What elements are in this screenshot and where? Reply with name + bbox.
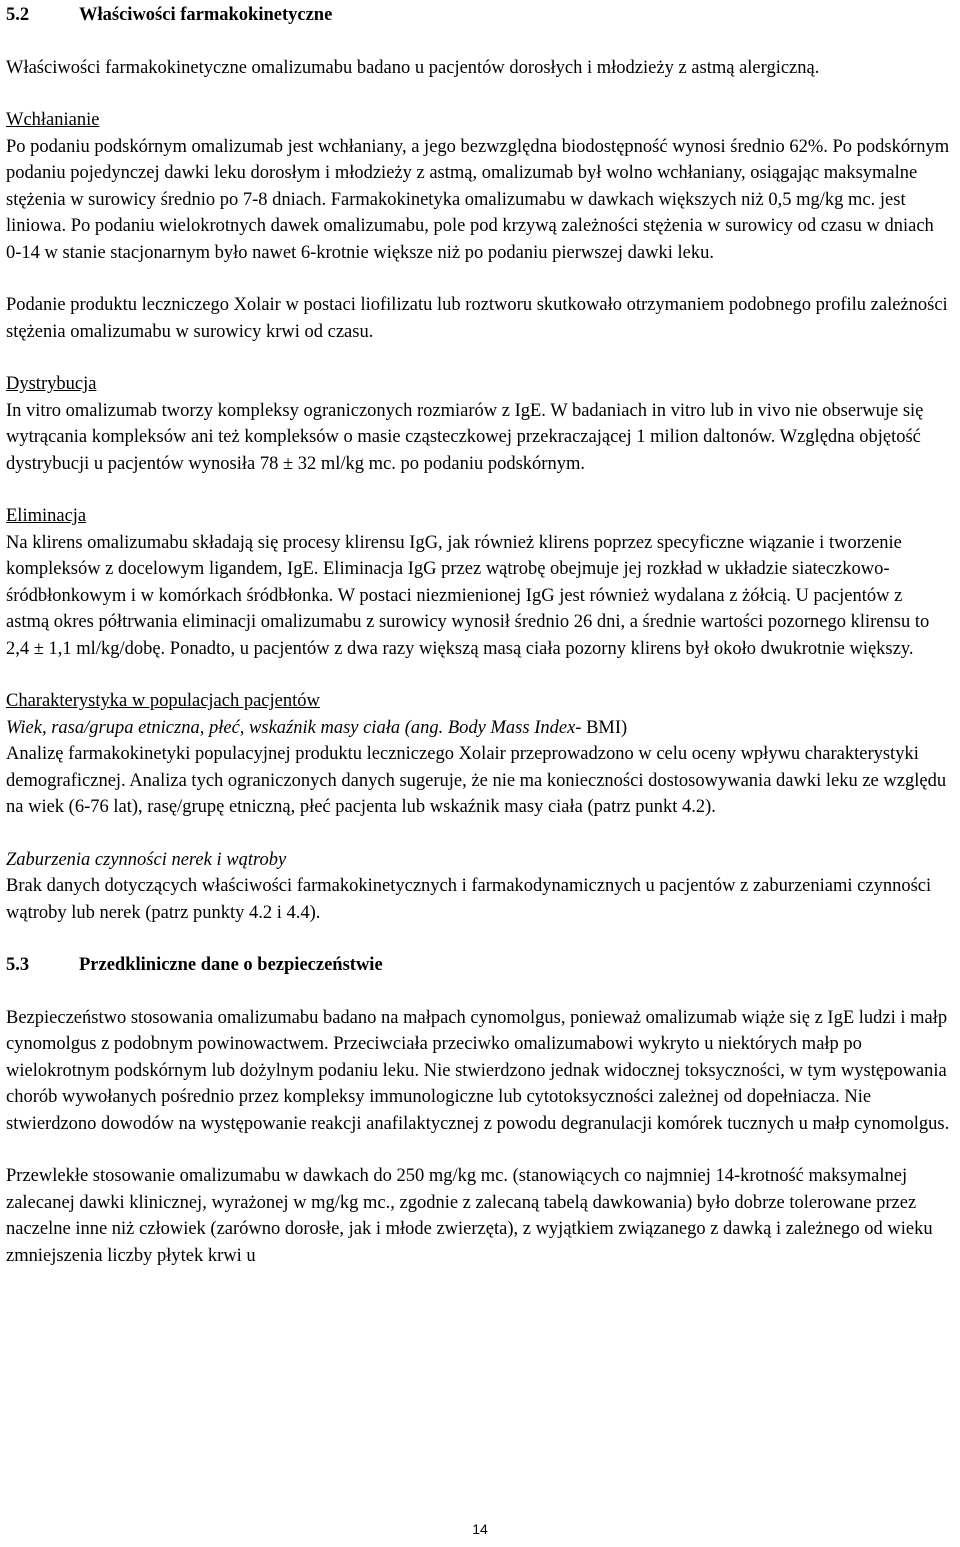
distribution-paragraph: In vitro omalizumab tworzy kompleksy ograniczonych rozmiarów z IgE. W badaniach in vitro lub in vivo nie obserwuje się wytrącania kompleksów ani też kompleksów o masie cząsteczkowej przekraczającej 1 milion daltonów. Względna objętość dystrybucji u pacjentów wynosiła 78 ± 32 ml/kg mc. po podaniu podskórnym. [6,400,924,474]
distribution-heading: Dystrybucja [6,374,97,394]
section-number: 5.3 [6,955,30,975]
absorption-heading: Wchłanianie [6,110,100,130]
absorption-paragraph: Po podaniu podskórnym omalizumab jest wchłaniany, a jego bezwzględna biodostępność wynosi średnio 62%. Po podskórnym podaniu pojedynczej dawki leku dorosłym i młodzieży z astmą, omalizumab był wolno wchłaniany, osiągając maksymalne stężenia w surowicy średnio po 7-8 dniach. Farmakokinetyka omalizumabu w dawkach większych niż 0,5 mg/kg mc. jest liniowa. Po podaniu wielokrotnych dawek omalizumabu, pole pod krzywą zależności stężenia w surowicy od czasu w dniach 0-14 w stanie stacjonarnym było nawet 6-krotnie większe niż po podaniu pierwszej dawki leku. [6,136,950,263]
absorption-paragraph-2: Podanie produktu leczniczego Xolair w postaci liofilizatu lub roztworu skutkowało otrzymaniem podobnego profilu zależności stężenia omalizumabu w surowicy krwi od czasu. [6,295,948,342]
section-title: Przedkliniczne dane o bezpieczeństwie [79,955,383,975]
populations-paragraph: Analizę farmakokinetyki populacyjnej produktu leczniczego Xolair przeprowadzono w celu oceny wpływu charakterystyki demograficznej. Analiza tych ograniczonych danych sugeruje, że nie ma konieczności dostosowywania dawki leku ze względu na wiek (6-76 lat), rasę/grupę etniczną, płeć pacjenta lub wskaźnik masy ciała (patrz punkt 4.2). [6,744,947,817]
document-page [6,0,950,1269]
preclinical-paragraph-1: Bezpieczeństwo stosowania omalizumabu badano na małpach cynomolgus, ponieważ omalizumab wiąże się z IgE ludzi i małp cynomolgus z podobnym powinowactwem. Przeciwciała przeciwko omalizumabowi wykryto u niektórych małp po wielokrotnym podskórnym lub dożylnym podaniu leku. Nie stwierdzono jednak widocznej toksyczności, w tym występowania chorób wywołanych pośrednio przez kompleksy immunologiczne lub cytotoksyczności zależnej od dopełniacza. Nie stwierdzono dowodów na występowanie reakcji anafilaktycznej z powodu degranulacji komórek tucznych u małp cynomolgus. [6,1007,950,1134]
elimination-paragraph: Na klirens omalizumabu składają się procesy klirensu IgG, jak również klirens poprzez specyficzne wiązanie i tworzenie kompleksów z docelowym ligandem, IgE. Eliminacja IgG przez wątrobę obejmuje jej rozkład w układzie siateczkowo-śródbłonkowym i w komórkach śródbłonka. W postaci niezmienionej IgG jest również wydalana z żółcią. U pacjentów z astmą okres półtrwania eliminacji omalizumabu z surowicy wynosił średnio 26 dni, a średnie wartości pozornego klirensu to 2,4 ± 1,1 ml/kg/dobę. Ponadto, u pacjentów z dwa razy większą masą ciała pozorny klirens był około dwukrotnie większy. [6,532,930,659]
populations-heading: Charakterystyka w populacjach pacjentów [6,691,320,711]
intro-paragraph: Właściwości farmakokinetyczne omalizumabu badano u pacjentów dorosłych i młodzieży z astmą alergiczną. [6,57,820,78]
section-heading-5-3 [6,952,950,979]
section-heading-5-2 [6,2,950,29]
populations-subheading-italic: Wiek, rasa/grupa etniczna, płeć, wskaźnik masy ciała (ang. Body Mass Index- [6,717,582,738]
impairment-subheading: Zaburzenia czynności nerek i wątroby [6,849,287,870]
populations-subheading-plain: BMI) [581,717,628,738]
elimination-heading: Eliminacja [6,506,87,526]
page-number: 14 [472,1521,488,1537]
populations-subheading [6,715,950,742]
preclinical-paragraph-2: Przewlekłe stosowanie omalizumabu w dawkach do 250 mg/kg mc. (stanowiących co najmniej 14-krotność maksymalnej zalecanej dawki klinicznej, wyrażonej w mg/kg mc., zgodnie z zalecaną tabelą dawkowania) było dobrze tolerowane przez naczelne inne niż człowiek (zarówno dorosłe, jak i młode zwierzęta), z wyjątkiem związanego z dawką i zależnego od wieku zmniejszenia liczby płytek krwi u [6,1166,933,1266]
section-number: 5.2 [6,5,30,25]
impairment-paragraph: Brak danych dotyczących właściwości farmakokinetycznych i farmakodynamicznych u pacjentów z zaburzeniami czynności wątroby lub nerek (patrz punkty 4.2 i 4.4). [6,876,932,923]
section-title: Właściwości farmakokinetyczne [79,5,333,25]
